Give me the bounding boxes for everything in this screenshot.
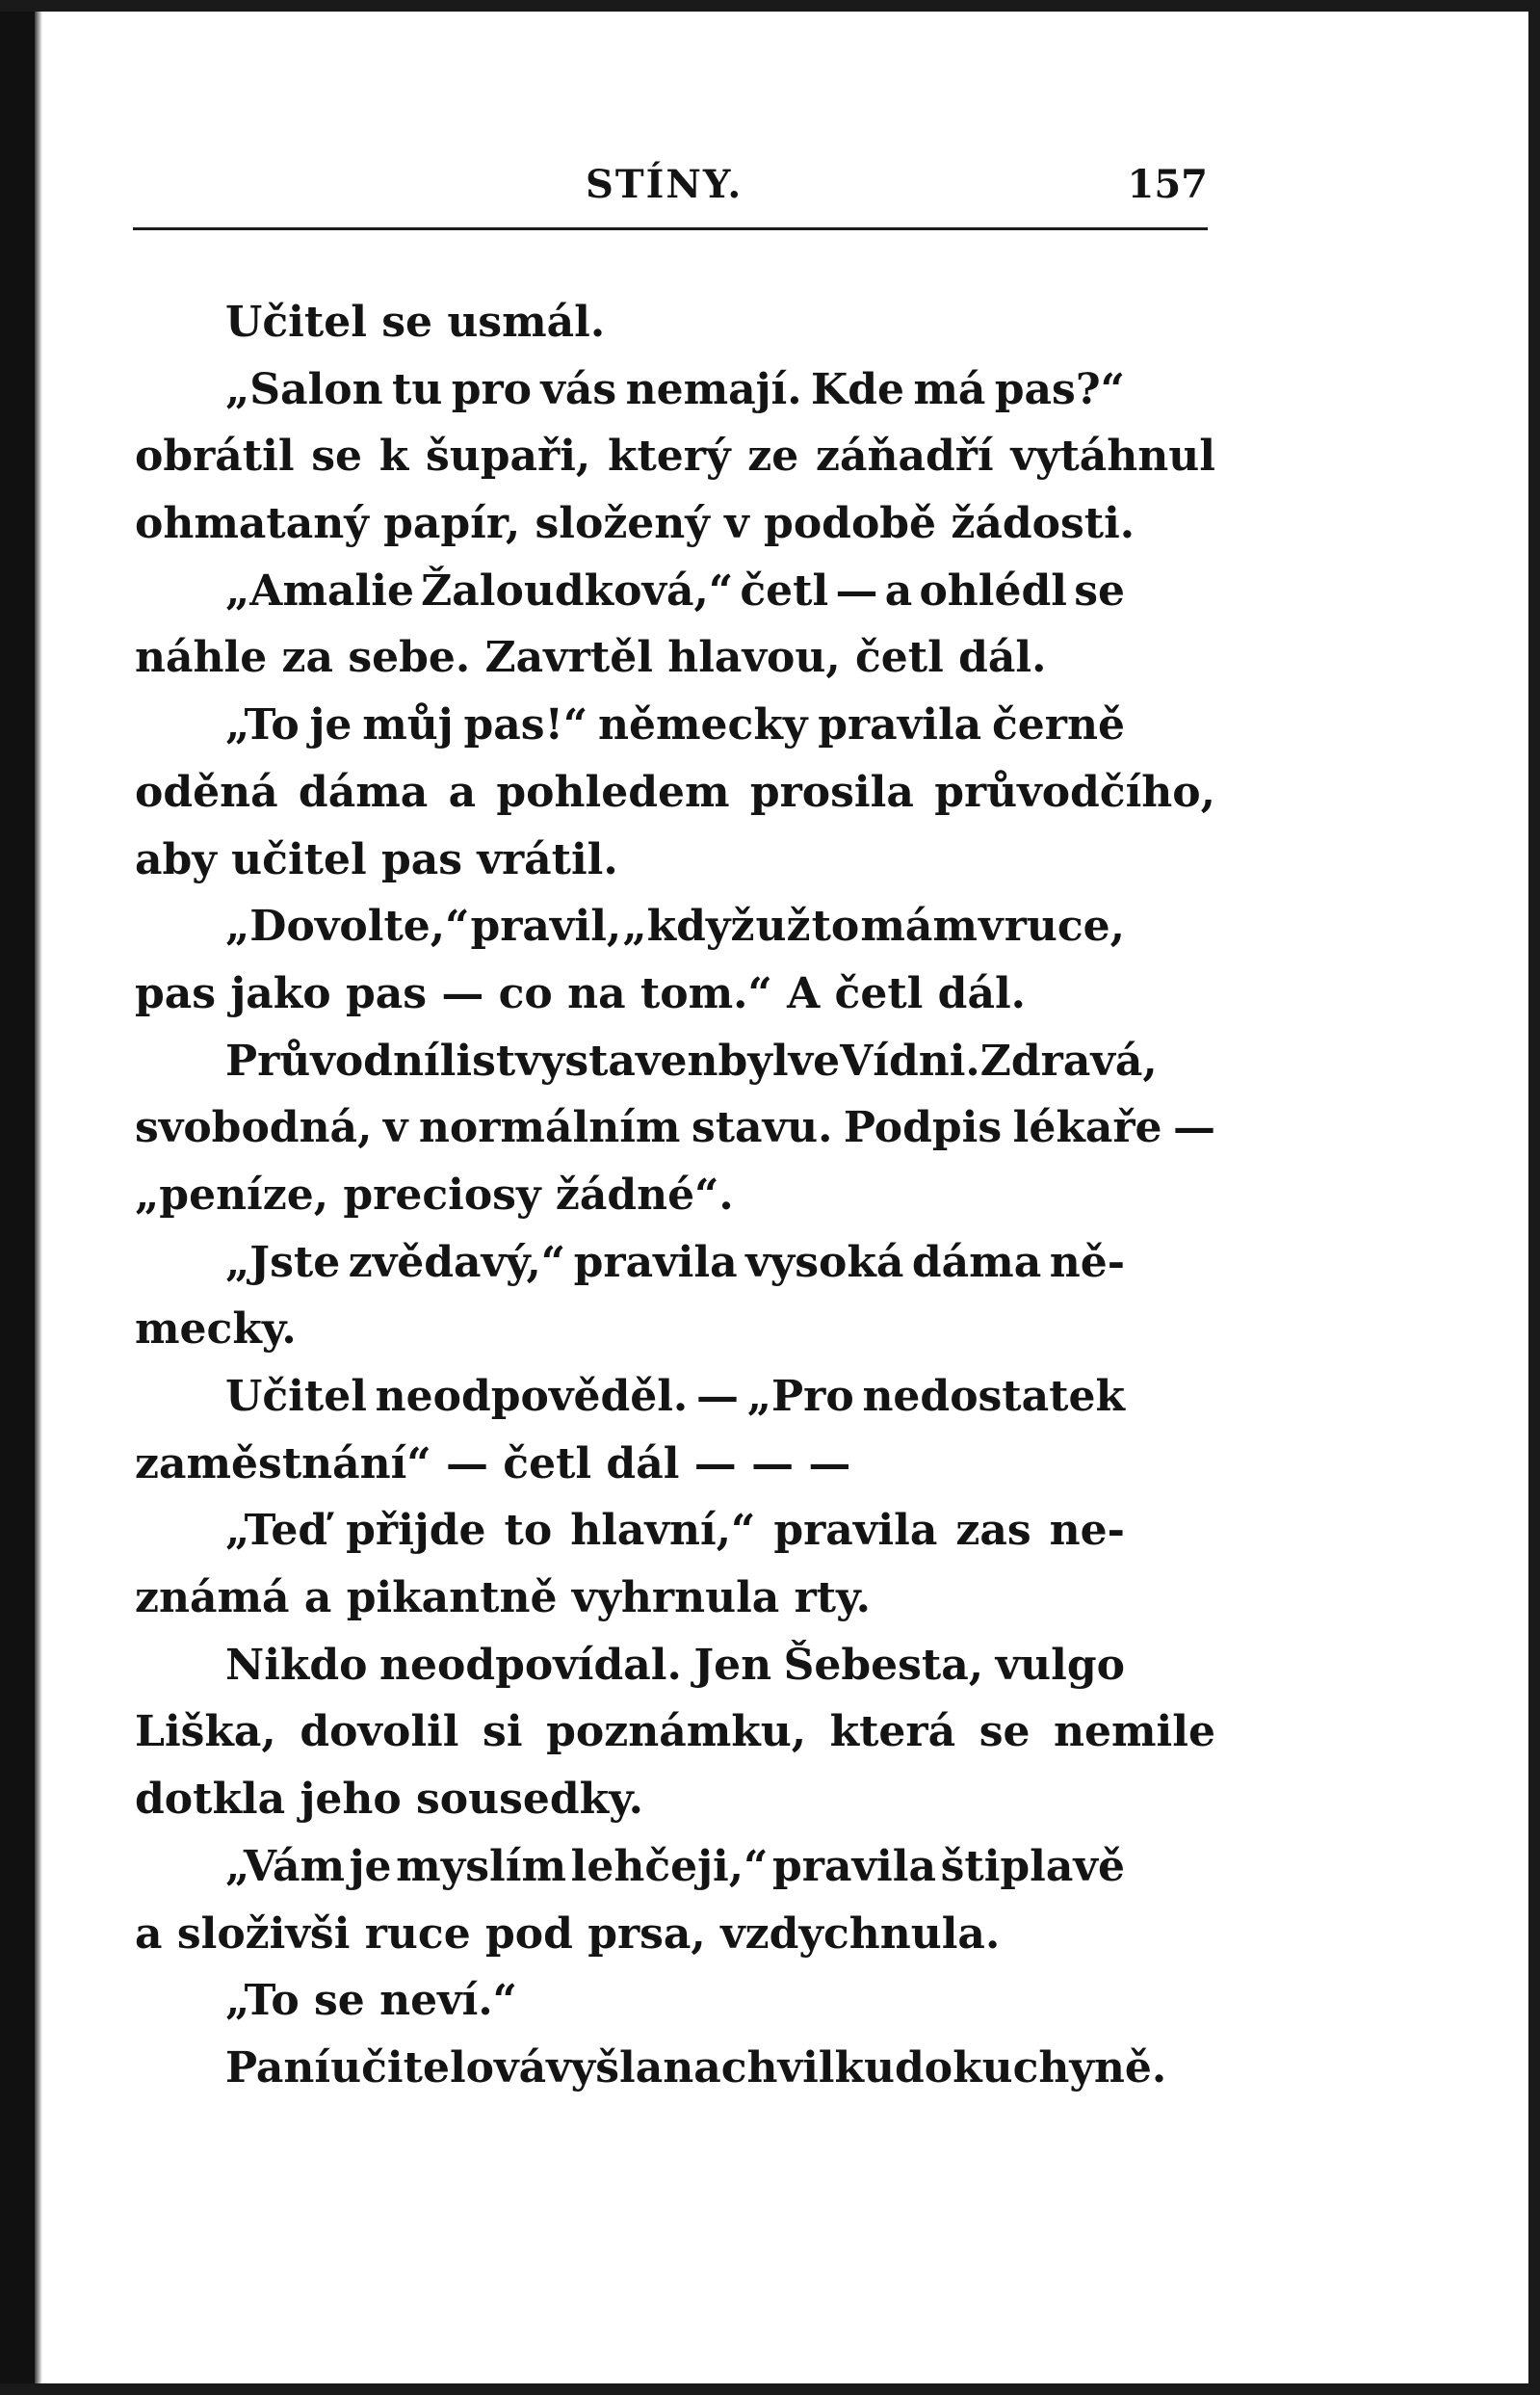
text-line: „peníze, preciosy žádné“. [135, 1170, 734, 1220]
text-line: zaměstnání“ — četl dál — — — [135, 1438, 851, 1488]
text-line: Liška, dovolil si poznámku, která se nemile [135, 1707, 1215, 1757]
paragraph [135, 1632, 1215, 1833]
paragraph [135, 2035, 1215, 2102]
paragraph [135, 1363, 1215, 1497]
page-number: 157 [1127, 162, 1208, 207]
paragraph [135, 1028, 1215, 1229]
text-line: „Vám je myslím lehčeji,“ pravila štiplavě [225, 1841, 1125, 1891]
text-line: oděná dáma a pohledem prosila průvodčího, [135, 767, 1215, 817]
paragraph [135, 1497, 1215, 1631]
text-line: „To se neví.“ [225, 1976, 517, 2026]
scan-border-right [1528, 0, 1540, 2395]
text-line: Průvodní list vystaven byl ve Vídni. Zdravá, [225, 1036, 1158, 1086]
text-line: a složivši ruce pod prsa, vzdychnula. [135, 1908, 1001, 1959]
text-line: náhle za sebe. Zavrtěl hlavou, četl dál. [135, 633, 1047, 683]
scan-border-top [0, 0, 1540, 12]
page-header [133, 154, 1208, 212]
paragraph [135, 692, 1215, 893]
scan-border-bottom [0, 2383, 1540, 2395]
scan-border-shadow [35, 0, 42, 2395]
paragraph [135, 558, 1215, 692]
text-line: Paní učitelová vyšla na chvilku do kuchyně. [225, 2042, 1167, 2092]
text-line: „To je můj pas!“ německy pravila černě [225, 700, 1125, 750]
text-line: Učitel se usmál. [225, 298, 606, 347]
text-line: známá a pikantně vyhrnula rty. [135, 1573, 871, 1623]
text-line: „Amalie Žaloudková,“ četl — a ohlédl se [225, 566, 1125, 616]
text-line: aby učitel pas vrátil. [135, 834, 618, 884]
text-body [135, 289, 1215, 2102]
text-line: dotkla jeho sousedky. [135, 1775, 643, 1825]
paragraph [135, 1833, 1215, 1967]
text-line: „Salon tu pro vás nemají. Kde má pas?“ [225, 364, 1125, 414]
paragraph [135, 289, 1215, 356]
paragraph [135, 1967, 1215, 2035]
text-line: Učitel neodpověděl. — „Pro nedostatek [225, 1372, 1125, 1421]
paragraph [135, 893, 1215, 1027]
text-line: obrátil se k šupaři, který ze záňadří vytáhnul [135, 432, 1215, 482]
paragraph [135, 1229, 1215, 1363]
paragraph [135, 356, 1215, 558]
running-title: STÍNY. [586, 162, 744, 207]
text-line: mecky. [135, 1304, 297, 1355]
text-line: pas jako pas — co na tom.“ A četl dál. [135, 968, 1026, 1018]
text-line: svobodná, v normálním stavu. Podpis lékaře — [135, 1103, 1215, 1153]
text-line: ohmataný papír, složený v podobě žádosti. [135, 499, 1135, 549]
text-line: „Dovolte,“ pravil, „když už to mám v ruce, [225, 902, 1125, 952]
text-line: Nikdo neodpovídal. Jen Šebesta, vulgo [225, 1640, 1125, 1690]
scan-border-left [0, 0, 35, 2395]
text-line: „Jste zvědavý,“ pravila vysoká dáma ně- [225, 1237, 1125, 1287]
header-rule [133, 227, 1208, 230]
text-line: „Teď přijde to hlavní,“ pravila zas ne- [225, 1506, 1125, 1556]
